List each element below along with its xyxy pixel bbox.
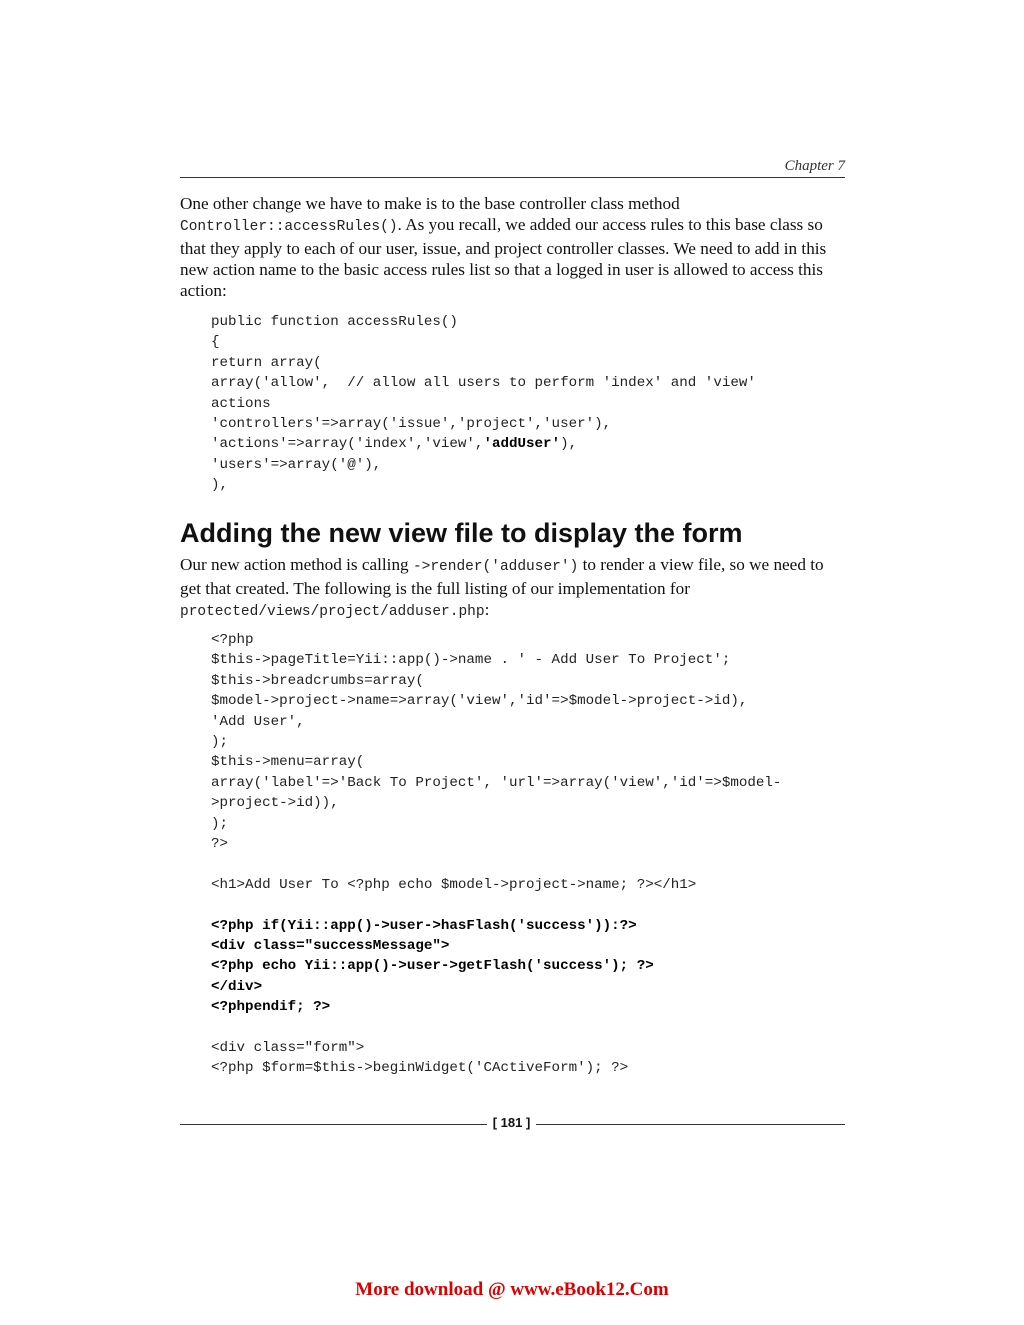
code-line: $this->breadcrumbs=array( (211, 672, 424, 689)
code-line: >project->id)), (211, 795, 339, 812)
inline-code-path: protected/views/project/adduser.php (180, 604, 485, 620)
paragraph-view-file (180, 554, 845, 623)
code-line: public function accessRules() (211, 314, 458, 330)
code-line: array('allow', // allow all users to perform 'index' and 'view' (211, 375, 756, 392)
code-line: <?php $form=$this->beginWidget('CActiveForm'); ?> (211, 1060, 629, 1077)
code-line: array('label'=>'Back To Project', 'url'=>array('view','id'=>$model- (211, 774, 782, 791)
code-block-access-rules (211, 312, 841, 496)
code-line: <h1>Add User To <?php echo $model->project->name; ?></h1> (211, 876, 697, 893)
code-line-bold: </div> (211, 978, 263, 995)
chapter-label: Chapter 7 (784, 158, 845, 174)
inline-code: Controller::accessRules() (180, 219, 398, 235)
code-line: 'Add User', (211, 713, 305, 730)
code-line (211, 434, 841, 454)
code-line: return array( (211, 354, 322, 371)
code-line-blank (211, 854, 841, 874)
code-line: 'users'=>array('@'), (211, 456, 382, 473)
code-line: ); (211, 734, 229, 751)
paragraph-text: One other change we have to make is to the base controller class method (180, 194, 680, 213)
section-heading: Adding the new view file to display the form (180, 518, 743, 548)
inline-code: ->render('adduser') (412, 559, 579, 575)
footer-rule-right (536, 1124, 845, 1125)
code-line: actions (211, 395, 271, 412)
code-line: { (211, 334, 220, 351)
paragraph-text: : (484, 600, 490, 619)
page-number: [ 181 ] (492, 1115, 531, 1130)
code-line-bold: <div class="successMessage"> (211, 938, 450, 955)
header-rule (180, 177, 845, 178)
code-line: $model->project->name=>array('view','id'=>$model->project->id), (211, 693, 748, 710)
code-line-bold: <?php echo Yii::app()->user->getFlash('success'); ?> (211, 958, 654, 975)
code-block-adduser-view (211, 630, 841, 1079)
code-line-bold: <?phpendif; ?> (211, 999, 331, 1016)
code-line-bold: <?php if(Yii::app()->user->hasFlash('success')):?> (211, 917, 637, 934)
watermark-text: More download @ www.eBook12.Com (355, 1279, 669, 1300)
code-line-blank (211, 1018, 841, 1038)
paragraph-text: to render a view file, so we need to get that created. The following is the full listing of our implementation for (180, 555, 824, 598)
code-line-blank (211, 895, 841, 915)
code-line: ?> (211, 836, 229, 853)
paragraph-text: . As you recall, we added our access rules to this base class so that they apply to each of our user, issue, and project controller classes. We need to add in this new action name to the basic access rules list so that a logged in user is allowed to access this action: (180, 215, 827, 300)
code-line: $this->pageTitle=Yii::app()->name . ' - Add User To Project'; (211, 652, 731, 669)
code-line: $this->menu=array( (211, 754, 365, 771)
code-segment: 'actions'=>array('index','view', (211, 436, 484, 453)
code-segment: ), (560, 436, 578, 453)
code-line: <?php (211, 632, 254, 648)
paragraph-text: Our new action method is calling (180, 555, 413, 574)
paragraph-access-rules (180, 193, 845, 301)
code-line: 'controllers'=>array('issue','project','user'), (211, 416, 612, 433)
code-line: ), (211, 477, 229, 494)
footer-rule-left (180, 1124, 487, 1125)
code-highlight: 'addUser' (483, 436, 561, 453)
code-line: <div class="form"> (211, 1040, 365, 1057)
code-line: ); (211, 815, 229, 832)
